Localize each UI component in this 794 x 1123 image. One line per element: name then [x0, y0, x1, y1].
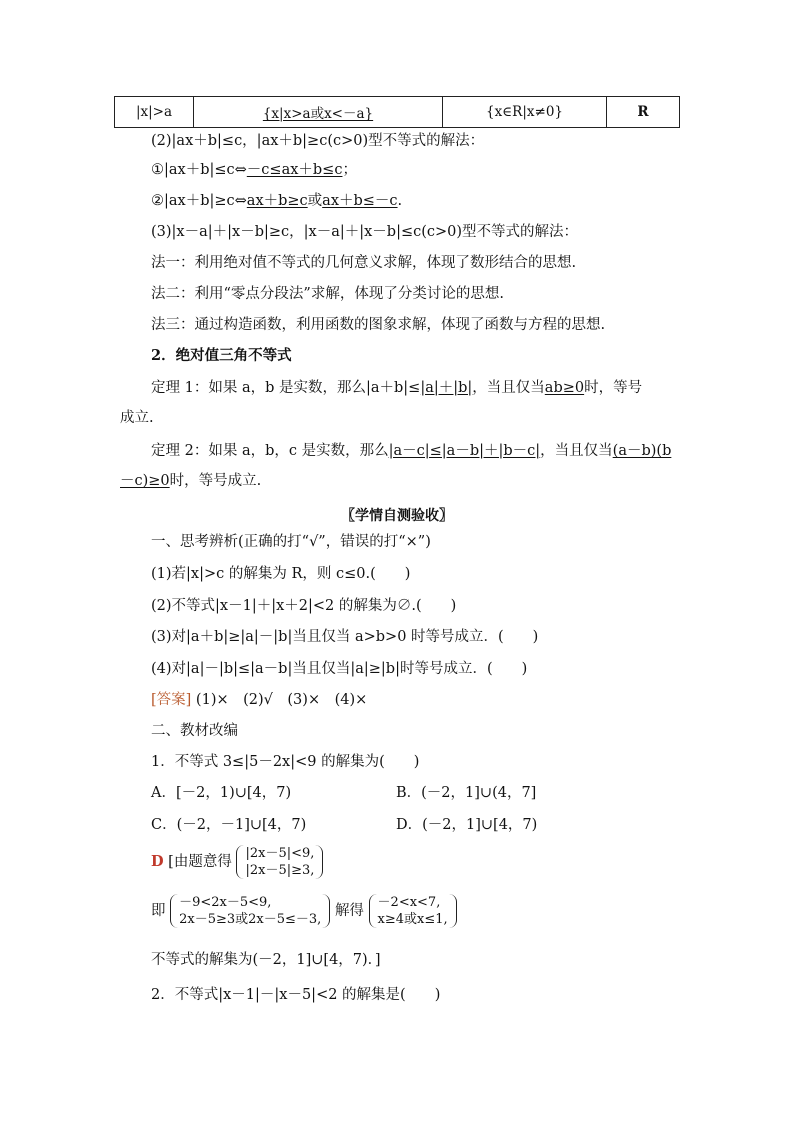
part1-heading: 一、思考辨析(正确的打“√”，错误的打“×”) — [151, 534, 431, 550]
method-2-case-1: ①|ax＋b|≤c⇔－c≤ax＋b≤c； — [151, 162, 357, 178]
judge-item-4: (4)对|a|－|b|≤|a－b|当且仅当|a|≥|b|时等号成立．( ) — [151, 661, 528, 677]
judge-item-2: (2)不等式|x－1|＋|x＋2|<2 的解集为∅.( ) — [151, 598, 457, 614]
option-c: C．(－2，－1]∪[4，7) — [151, 817, 307, 833]
equation-system: －2<x<7, x≥4或x≤1, — [369, 894, 457, 928]
table-cell: |x|>a — [115, 97, 194, 128]
method-2-case-2: ②|ax＋b|≥c⇔ax＋b≥c或ax＋b≤－c. — [151, 193, 403, 209]
judge-answer: [答案] (1)× (2)√ (3)× (4)× — [151, 692, 368, 708]
solution-line-2: 即 －9<2x－5<9, 2x－5≥3或2x－5≤－3, 解得 －2<x<7, x≥4或x≤1, — [151, 894, 457, 928]
solution-set-table — [114, 96, 680, 128]
equation-system: |2x－5|<9, |2x－5|≥3, — [236, 845, 323, 879]
answer-letter: D — [151, 853, 164, 870]
theorem-2-cont: －c)≥0时，等号成立. — [120, 473, 262, 489]
method-3-way-3: 法三：通过构造函数，利用函数的图象求解，体现了函数与方程的思想. — [151, 317, 606, 333]
method-3-way-1: 法一：利用绝对值不等式的几何意义求解，体现了数形结合的思想. — [151, 255, 577, 271]
table-cell: {x∈R|x≠0} — [443, 97, 607, 128]
section-heading: 2．绝对值三角不等式 — [151, 347, 292, 364]
table-row — [115, 97, 680, 128]
option-d: D．(－2，1]∪[4，7) — [396, 817, 538, 833]
method-2-title: (2)|ax＋b|≤c，|ax＋b|≥c(c>0)型不等式的解法： — [151, 133, 485, 149]
table-cell: {x|x>a或x<－a} — [194, 97, 443, 128]
method-3-title: (3)|x－a|＋|x－b|≥c，|x－a|＋|x－b|≤c(c>0)型不等式的解法： — [151, 224, 579, 240]
theorem-2: 定理 2：如果 a，b，c 是实数，那么|a－c|≤|a－b|＋|b－c|，当且仅当(a－b)(b — [151, 443, 672, 459]
judge-item-3: (3)对|a＋b|≥|a|－|b|当且仅当 a>b>0 时等号成立．( ) — [151, 629, 539, 645]
method-3-way-2: 法二：利用“零点分段法”求解，体现了分类讨论的思想. — [151, 286, 504, 302]
theorem-1-cont: 成立. — [120, 410, 154, 426]
equation-system: －9<2x－5<9, 2x－5≥3或2x－5≤－3, — [170, 894, 330, 928]
section-title: 〖学情自测验收〗 — [341, 508, 453, 524]
exercise-2: 2．不等式|x－1|－|x－5|<2 的解集是( ) — [151, 987, 441, 1003]
theorem-1: 定理 1：如果 a，b 是实数，那么|a＋b|≤|a|＋|b|，当且仅当ab≥0时，等号 — [151, 380, 643, 396]
solution-line-1: D [由题意得 |2x－5|<9, |2x－5|≥3, — [151, 845, 323, 879]
option-a: A．[－2，1)∪[4，7) — [151, 785, 292, 801]
exercise-1: 1．不等式 3≤|5－2x|<9 的解集为( ) — [151, 754, 420, 770]
judge-item-1: (1)若|x|>c 的解集为 R，则 c≤0.( ) — [151, 566, 411, 582]
table-cell: R — [607, 97, 680, 128]
solution-conclusion: 不等式的解集为(－2，1]∪[4，7)．] — [151, 952, 381, 968]
part2-heading: 二、教材改编 — [151, 723, 238, 739]
option-b: B．(－2，1]∪(4，7] — [396, 785, 537, 801]
